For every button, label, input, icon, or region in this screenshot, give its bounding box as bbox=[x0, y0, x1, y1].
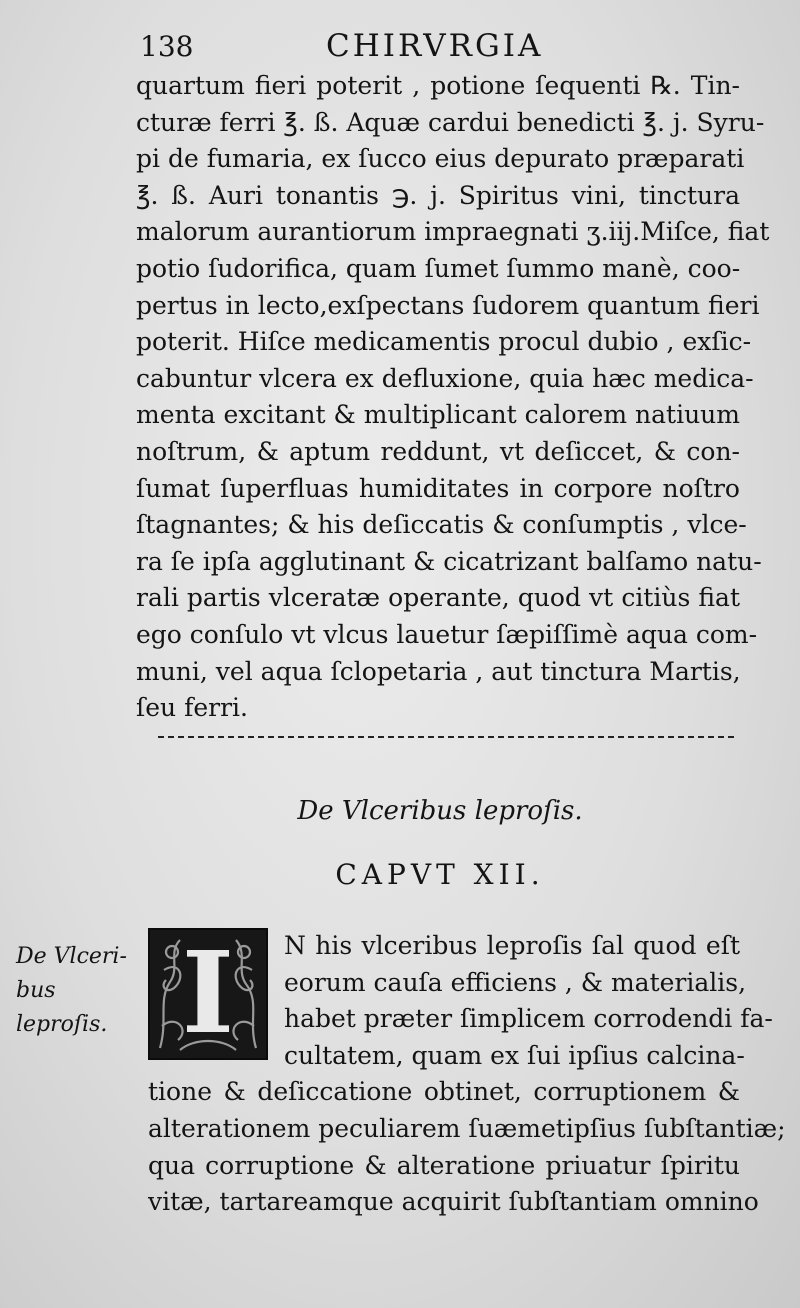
text-line: cturæ ferri ℥. ß. Aquæ cardui benedicti ℥. j. Syru- bbox=[136, 107, 765, 137]
text-line: tione & deſiccatione obtinet, corruptionem & bbox=[148, 1077, 740, 1107]
text-line: muni, vel aqua ſclopetaria , aut tinctura Martis, bbox=[136, 656, 741, 686]
text-line: N his vlceribus leproſis ſal quod eſt bbox=[284, 931, 740, 960]
text-line: noſtrum, & aptum reddunt, vt deſiccet, & con- bbox=[136, 436, 740, 466]
text-line: cabuntur vlcera ex defluxione, quia hæc medica- bbox=[136, 363, 754, 393]
text-line: malorum aurantiorum impraegnati ʒ.iij.Miſce, fiat bbox=[136, 217, 770, 247]
text-line: ſumat ſuperfluas humiditates in corpore noſtro bbox=[136, 473, 740, 503]
text-line: pertus in lecto,exſpectans ſudorem quantum fieri bbox=[136, 290, 760, 320]
text-line: qua corruptione & alteratione priuatur ſpiritu bbox=[148, 1150, 740, 1180]
text-line: potio ſudorifica, quam ſumet ſummo manè, coo- bbox=[136, 253, 741, 283]
text-line: eorum cauſa efficiens , & materialis, bbox=[284, 967, 747, 997]
text-line: vitæ, tartareamque acquirit ſubſtantiam omnino bbox=[148, 1187, 759, 1217]
text-line: pi de fumaria, ex ſucco eius depurato præparati bbox=[136, 144, 745, 174]
margin-note-line: De Vlceri- bbox=[16, 944, 127, 969]
margin-note bbox=[16, 940, 146, 1042]
text-line: ſeu ferri. bbox=[136, 693, 248, 723]
text-line: rali partis vlceratæ operante, quod vt citiùs fiat bbox=[136, 583, 740, 613]
text-line: poterit. Hiſce medicamentis procul dubio , exſic- bbox=[136, 327, 752, 357]
running-title: CHIRVRGIA bbox=[326, 28, 544, 64]
text-line: ſtagnantes; & his deſiccatis & conſumptis , vlce- bbox=[136, 510, 747, 540]
text-line: cultatem, quam ex ſui ipſius calcina- bbox=[284, 1040, 745, 1070]
text-line: ego conſulo vt vlcus lauetur ſæpiſſimè aqua com- bbox=[136, 619, 758, 649]
body-paragraph bbox=[136, 68, 770, 727]
page-header bbox=[140, 24, 740, 68]
section-title: De Vlceribus leproſis. bbox=[297, 796, 583, 826]
decorated-initial bbox=[148, 928, 268, 1060]
chapter-heading: CAPVT XII. bbox=[335, 858, 545, 891]
section-divider bbox=[158, 736, 734, 738]
text-line: ℥. ß. Auri tonantis ℈. j. Spiritus vini, tinctura bbox=[136, 180, 740, 210]
text-line: ra ſe ipſa agglutinant & cicatrizant balſamo natu- bbox=[136, 546, 762, 576]
drop-cap-letter: I bbox=[181, 928, 235, 1059]
text-line: quartum fieri poterit , potione ſequenti ℞. Tin- bbox=[136, 71, 740, 100]
text-line: alterationem peculiarem ſuæmetipſius ſubſtantiæ; bbox=[148, 1113, 786, 1143]
text-line: menta excitant & multiplicant calorem natiuum bbox=[136, 400, 740, 430]
text-line: habet præter ſimplicem corrodendi fa- bbox=[284, 1004, 773, 1034]
page-number: 138 bbox=[140, 30, 194, 63]
margin-note-line: bus leproſis. bbox=[16, 978, 108, 1037]
